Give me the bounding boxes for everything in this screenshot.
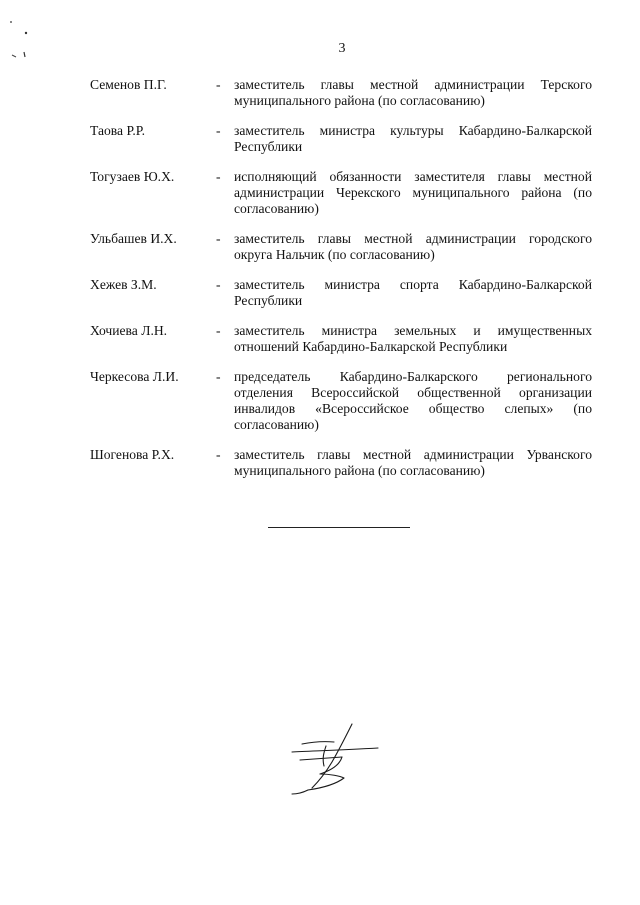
dash-separator: - — [216, 323, 221, 338]
member-name: Хочиева Л.Н. — [90, 323, 168, 338]
handwritten-signature-icon — [282, 722, 384, 796]
member-name: Черкесова Л.И. — [90, 369, 179, 384]
dash-separator: - — [216, 231, 221, 246]
dash-separator: - — [216, 169, 221, 184]
member-position: заместитель министра земельных и имущественных отношений Кабардино-Балкарской Республики — [234, 323, 592, 354]
member-name: Шогенова Р.Х. — [90, 447, 175, 462]
list-item — [90, 323, 592, 355]
list-item — [90, 77, 592, 109]
commission-member-list — [90, 77, 592, 479]
member-name: Тогузаев Ю.Х. — [90, 169, 175, 184]
member-position: исполняющий обязанности заместителя главы местной администрации Черекского муниципального района (по согласованию) — [234, 169, 592, 216]
member-position: заместитель министра спорта Кабардино-Балкарской Республики — [234, 277, 592, 308]
member-name: Таова Р.Р. — [90, 123, 145, 138]
dash-separator: - — [216, 123, 221, 138]
list-item — [90, 277, 592, 309]
list-item — [90, 123, 592, 155]
dash-separator: - — [216, 369, 221, 384]
member-position: заместитель главы местной администрации городского округа Нальчик (по согласованию) — [234, 231, 592, 262]
member-name: Семенов П.Г. — [90, 77, 167, 92]
list-item — [90, 369, 592, 433]
list-item — [90, 169, 592, 217]
member-position: заместитель министра культуры Кабардино-Балкарской Республики — [234, 123, 592, 154]
dash-separator: - — [216, 277, 221, 292]
closing-rule-divider — [268, 527, 410, 528]
dash-separator: - — [216, 447, 221, 462]
page-number: 3 — [338, 41, 346, 56]
dash-separator: - — [216, 77, 221, 92]
list-item — [90, 231, 592, 263]
member-name: Хежев З.М. — [90, 277, 157, 292]
member-name: Ульбашев И.Х. — [90, 231, 177, 246]
member-position: заместитель главы местной администрации Урванского муниципального района (по согласованию) — [234, 447, 592, 478]
list-item — [90, 447, 592, 479]
member-position: заместитель главы местной администрации Терского муниципального района (по согласованию) — [234, 77, 592, 108]
member-position: председатель Кабардино-Балкарского регионального отделения Всероссийской общественной организации инвалидов «Всероссийское общество слепых» (по согласованию) — [234, 369, 592, 432]
